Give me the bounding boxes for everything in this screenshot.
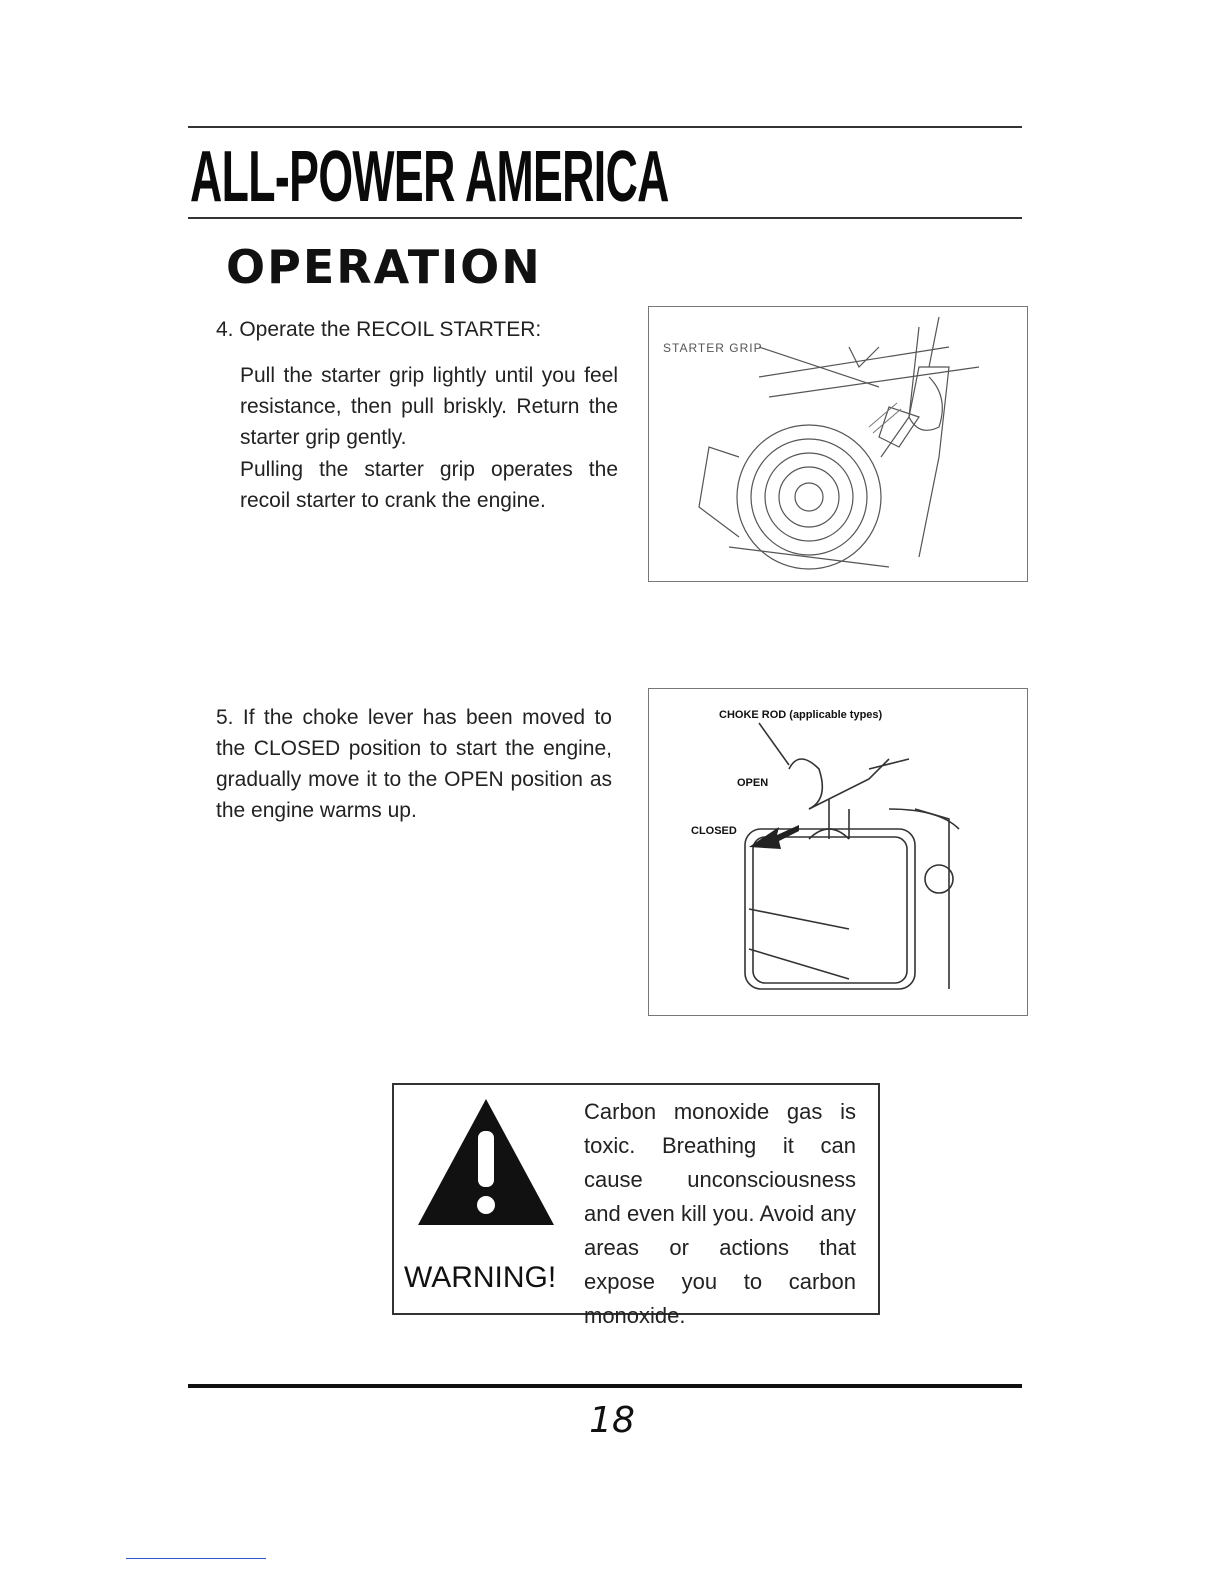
choke-rod-label: CHOKE ROD (applicable types) [719,709,883,721]
warning-label: WARNING! [404,1261,557,1294]
header-top-rule [188,126,1022,128]
footer-rule [188,1384,1022,1388]
step-4-paragraph-1: Pull the starter grip lightly until you feel resistance, then pull briskly. Return the starter grip gently. [240,364,618,449]
section-title: OPERATION [226,240,542,294]
warning-box [392,1083,880,1328]
brand-logo: ALL-POWER AMERICA [190,137,669,217]
footnote-divider [126,1558,266,1559]
closed-label: CLOSED [691,825,737,837]
starter-grip-figure [648,306,1028,582]
step-4-paragraph-2: Pulling the starter grip operates the recoil starter to crank the engine. [240,458,618,512]
step-5-paragraph: 5. If the choke lever has been moved to the CLOSED position to start the engine, gradually move it to the OPEN position as the engine warms up. [216,706,612,822]
page-number: 18 [589,1400,635,1441]
warning-triangle-icon [416,1097,556,1227]
choke-lever-illustration [649,689,1027,1015]
step-4-title: 4. Operate the RECOIL STARTER: [216,318,542,341]
header-bottom-rule [188,217,1022,219]
starter-grip-label: STARTER GRIP [663,341,763,355]
choke-rod-figure [648,688,1028,1016]
open-label: OPEN [737,777,769,789]
warning-text: Carbon monoxide gas is toxic. Breathing it can cause unconsciousness and even kill you. Avoid any areas or actions that expose you to carbon monoxide. [584,1099,856,1328]
